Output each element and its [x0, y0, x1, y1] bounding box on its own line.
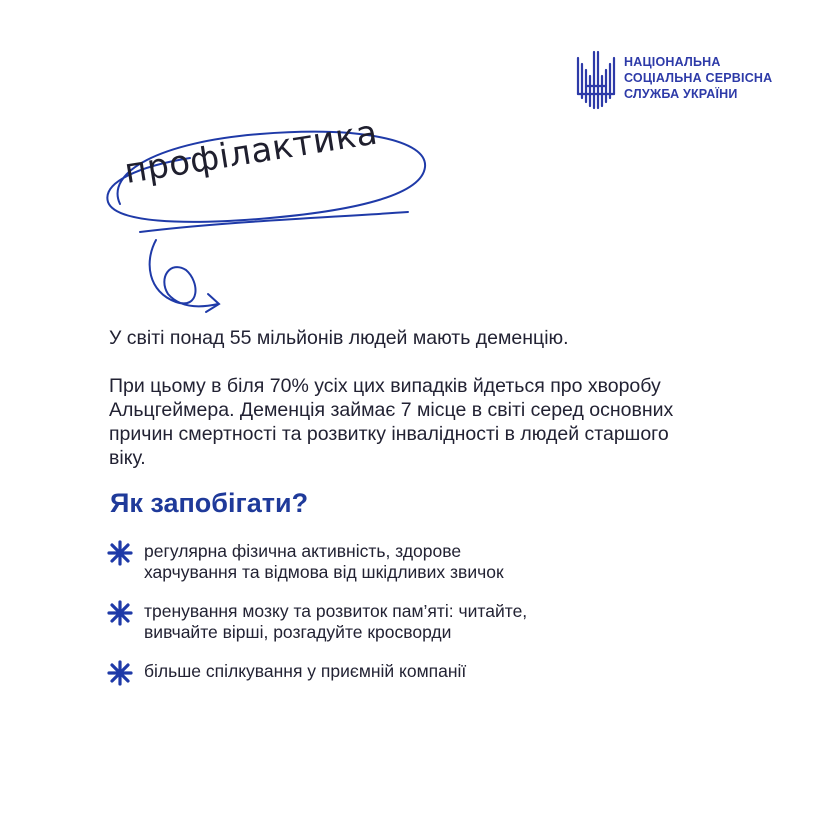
howto-heading: Як запобігати? [110, 488, 309, 518]
trident-icon [574, 50, 618, 112]
tip-text: більше спілкування у приємній компанії [144, 661, 467, 681]
nssu-logo [574, 50, 772, 112]
list-item [106, 661, 706, 687]
asterisk-bullet-icon [106, 659, 134, 687]
tip-text: регулярна фізична активність, здорове харчування та відмова від шкідливих звичок [144, 541, 504, 582]
tips-list [106, 541, 706, 687]
intro-text [109, 326, 709, 470]
logo-text [624, 54, 772, 102]
list-item [106, 601, 706, 643]
list-item [106, 541, 706, 583]
logo-line-3: СЛУЖБА УКРАЇНИ [624, 87, 738, 101]
intro-paragraph-1: У світі понад 55 мільйонів людей мають деменцію. [109, 327, 569, 349]
hero-arrow-head [206, 294, 219, 312]
intro-paragraph-2: При цьому в біля 70% усіх цих випадків йдеться про хворобу Альцгеймера. Деменція займає 7 місце в світі серед основних причин смертності та розвитку інвалідності в людей старшого віку. [109, 375, 674, 469]
asterisk-bullet-icon [106, 599, 134, 627]
hero-word: профілактика [121, 112, 381, 192]
tip-text: тренування мозку та розвиток пам’яті: читайте, вивчайте вірші, розгадуйте кросворди [144, 601, 528, 642]
logo-line-2: СОЦІАЛЬНА СЕРВІСНА [624, 71, 773, 85]
hero-arrow-curve [150, 240, 218, 306]
logo-line-1: НАЦІОНАЛЬНА [624, 55, 721, 69]
asterisk-bullet-icon [106, 539, 134, 567]
